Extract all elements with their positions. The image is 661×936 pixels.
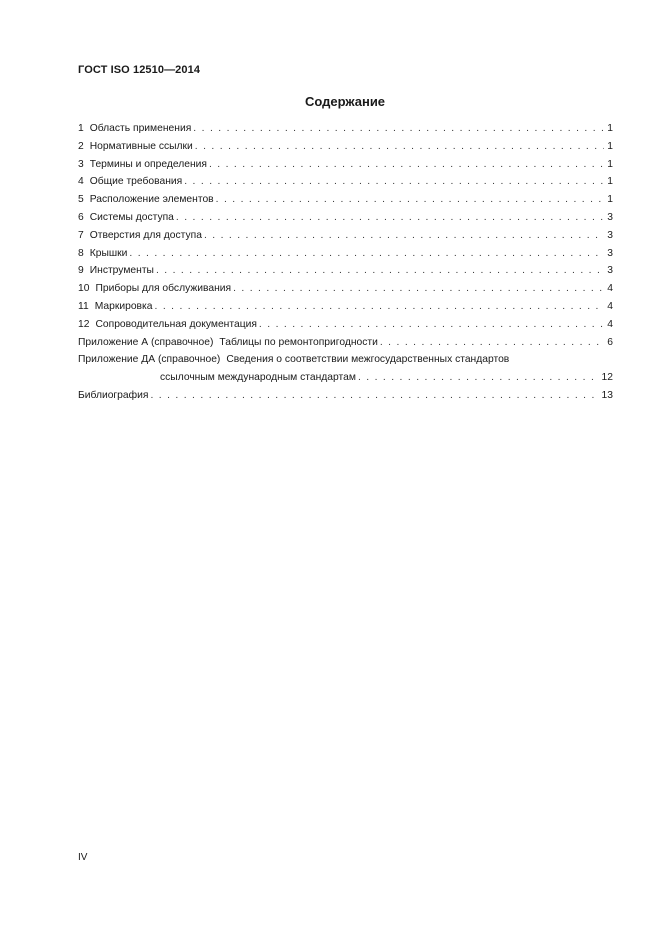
appendix-page: 6 [607,336,613,348]
appendix-label: Приложение А (справочное) [78,336,214,348]
toc-entry-title: Инструменты [89,265,154,277]
toc-bibliography[interactable] [78,387,613,405]
toc-entry-11[interactable] [78,298,613,316]
toc-entry-page: 1 [607,140,613,152]
dot-leader [155,298,605,316]
toc-entry-title: Область применения [89,123,192,134]
toc-entry-title: Маркировка [94,300,153,312]
toc-entry-1[interactable] [78,120,613,138]
appendix-page: 12 [601,372,613,384]
toc-entry-number: 10 [78,283,90,295]
toc-entry-6[interactable] [78,209,613,227]
toc-entry-title: Расположение элементов [89,194,214,206]
toc-entry-title: Сопроводительная документация [95,318,257,330]
toc-entry-number: 4 [78,176,84,188]
toc-entry-title: Системы доступа [89,211,174,223]
toc-entry-page: 3 [607,265,613,277]
toc-entry-title: Нормативные ссылки [89,140,193,152]
toc-entry-number: 7 [78,229,84,241]
toc-entry-page: 1 [607,194,613,206]
dot-leader [150,387,598,405]
toc-entry-title: Общие требования [89,176,183,188]
table-of-contents [78,120,613,405]
dot-leader [209,156,604,174]
toc-entry-number: 3 [78,158,84,170]
bibliography-title: Библиография [78,389,149,401]
toc-entry-page: 1 [607,158,613,170]
toc-entry-10[interactable] [78,280,613,298]
appendix-label: Приложение ДА (справочное) [78,354,221,366]
toc-entry-title: Крышки [89,247,128,259]
toc-appendix-da[interactable] [78,351,613,369]
dot-leader [204,227,604,245]
toc-entry-page: 4 [607,300,613,312]
toc-title: Содержание [304,94,386,109]
toc-entry-title: Отверстия для доступа [89,229,202,241]
toc-entry-number: 9 [78,265,84,277]
bibliography-page: 13 [601,389,613,401]
toc-entry-number: 8 [78,247,84,259]
appendix-title: Таблицы по ремонтопригодности [219,336,378,348]
toc-entry-number: 6 [78,211,84,223]
dot-leader [358,369,599,387]
toc-entry-page: 3 [607,211,613,223]
toc-entry-number: 11 [78,300,89,312]
dot-leader [195,138,604,156]
toc-entry-5[interactable] [78,191,613,209]
toc-entry-9[interactable] [78,262,613,280]
toc-entry-page: 4 [607,283,613,295]
toc-entry-page: 1 [607,176,613,188]
toc-entry-page: 4 [607,318,613,330]
toc-appendix-a[interactable] [78,334,613,352]
dot-leader [216,191,604,209]
toc-entry-7[interactable] [78,227,613,245]
dot-leader [184,173,604,191]
dot-leader [259,316,604,334]
document-header: ГОСТ ISO 12510—2014 [78,64,201,76]
toc-entry-number: 1 [78,123,84,134]
toc-entry-page: 1 [607,123,613,134]
toc-entry-12[interactable] [78,316,613,334]
appendix-title-line1: Сведения о соответствии межгосударственных стандартов [226,354,510,366]
toc-entry-page: 3 [607,229,613,241]
dot-leader [193,120,604,138]
toc-entry-4[interactable] [78,173,613,191]
toc-entry-title: Приборы для обслуживания [95,283,232,295]
dot-leader [176,209,604,227]
dot-leader [233,280,604,298]
toc-entry-number: 2 [78,140,84,152]
dot-leader [156,262,604,280]
appendix-title-line2: ссылочным международным стандартам [160,372,356,384]
toc-entry-page: 3 [607,247,613,259]
page-number: IV [78,852,88,863]
dot-leader [380,334,604,352]
toc-entry-number: 5 [78,194,84,206]
toc-entry-3[interactable] [78,156,613,174]
toc-appendix-da-continued[interactable] [78,369,613,387]
toc-entry-title: Термины и определения [89,158,207,170]
toc-entry-2[interactable] [78,138,613,156]
toc-entry-number: 12 [78,318,90,330]
toc-entry-8[interactable] [78,245,613,263]
dot-leader [129,245,604,263]
